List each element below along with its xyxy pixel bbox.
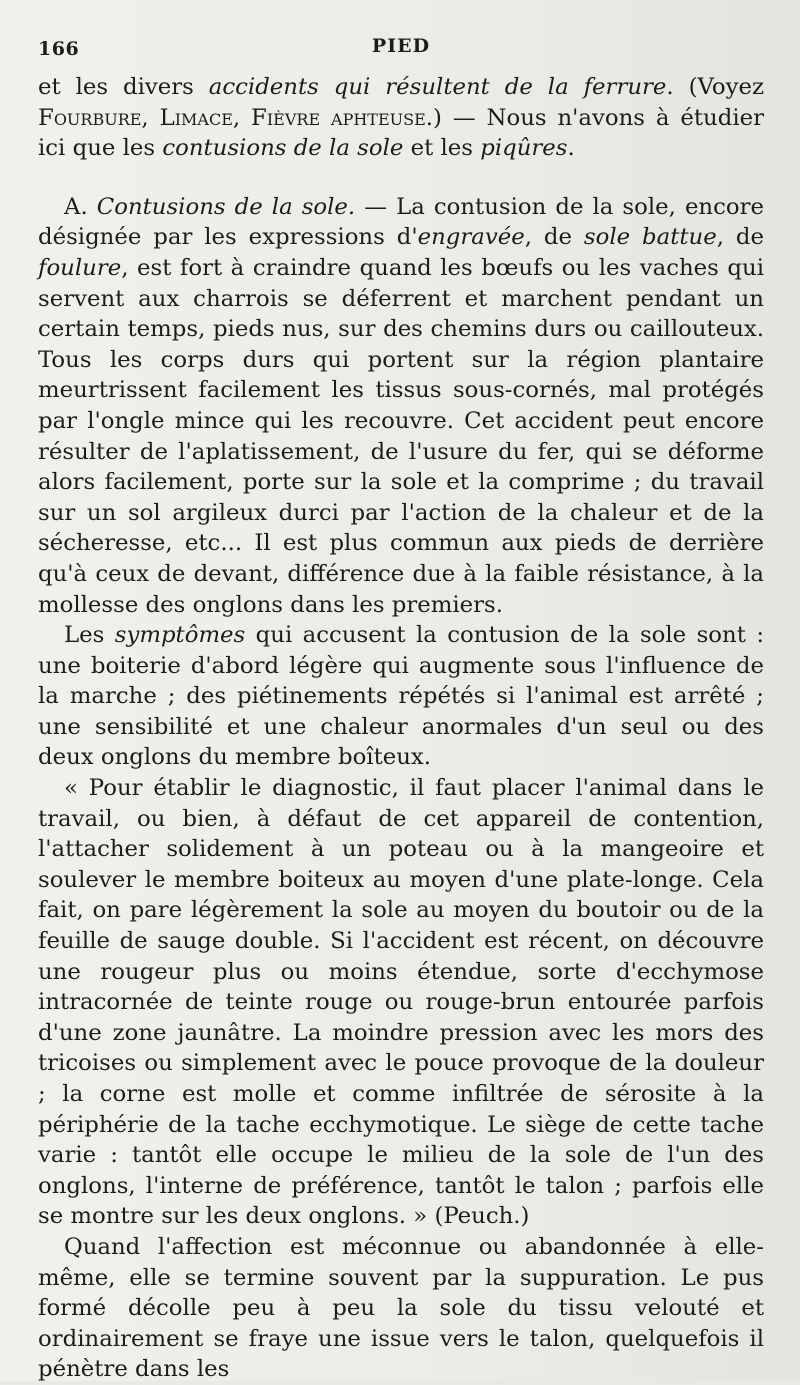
italic-run: sole battue <box>583 224 717 251</box>
cross-reference: Fourbure, Limace, Fièvre aphteuse <box>38 104 426 131</box>
text-run: , de <box>716 224 764 251</box>
paragraph-2 <box>38 192 764 620</box>
italic-run: piqûres <box>480 135 568 162</box>
text-run: qui accusent la contusion de la sole sont : une boiterie d'abord légère qui augmente sous l'influence de la marche ; des piétinements répétés si l'animal est arrêté ; une sensibilité et une chaleur anormales d'un seul ou des deux onglons du membre boîteux. <box>38 622 764 771</box>
text-run: Les <box>64 622 115 649</box>
text-run: et les divers <box>38 74 209 100</box>
italic-run: foulure <box>38 254 122 281</box>
italic-run: engravée <box>417 224 525 251</box>
italic-run: symptômes <box>114 622 246 649</box>
section-label: A. <box>64 193 97 220</box>
page-number: 166 <box>38 38 80 60</box>
running-title: PIED <box>371 35 431 57</box>
text-run: , de <box>524 224 584 251</box>
paragraph-3 <box>38 620 764 773</box>
text-run: . (Voyez <box>666 74 764 100</box>
italic-run: accidents qui résultent de la ferrure <box>208 74 667 100</box>
body-text <box>38 72 764 1385</box>
paragraph-4-quote: « Pour établir le diagnostic, il faut placer l'animal dans le travail, ou bien, à défaut de cet appareil de contention, l'attacher solidement à un poteau ou à la mangeoire et soulever le membre boiteux au moyen d'une plate-longe. Cela fait, on pare légèrement la sole au moyen du boutoir ou de la feuille de sauge double. Si l'accident est récent, on découvre une rougeur plus ou moins étendue, sorte d'ecchymose intracornée de teinte rouge ou rouge-brun entourée parfois d'une zone jaunâtre. La moindre pression avec les mors des tricoises ou simplement avec le pouce provoque de la douleur ; la corne est molle et comme infiltrée de sérosite à la périphérie de la tache ecchymotique. Le siège de cette tache varie : tantôt elle occupe le milieu de la sole de l'un des onglons, l'interne de préférence, tantôt le talon ; parfois elle se montre sur les deux onglons. » (Peuch.) <box>38 775 764 1230</box>
page-header <box>38 32 764 72</box>
text-run: , est fort à craindre quand les bœufs ou les vaches qui servent aux charrois se déferrent et marchent pendant un certain temps, pieds nus, sur des chemins durs ou caillouteux. Tous les corps durs qui portent sur la région plantaire meurtrissent facilement les tissus sous-cornés, mal protégés par l'ongle mince qui les recouvre. Cet accident peut encore résulter de l'aplatissement, de l'usure du fer, qui se déforme alors facilement, porte sur la sole et la comprime ; du travail sur un sol argileux durci par l'action de la chaleur et de la sécheresse, etc... Il est plus commun aux pieds de derrière qu'à ceux de devant, différence due à la faible résistance, à la mollesse des onglons dans les premiers. <box>38 254 764 618</box>
text-run: et les <box>403 135 481 162</box>
text-run: . <box>567 135 575 162</box>
paragraph-1 <box>38 72 764 164</box>
paragraph-5: Quand l'affection est méconnue ou abandonnée à elle-même, elle se termine souvent par la suppuration. Le pus formé décolle peu à peu la sole du tissu velouté et ordinairement se fraye une issue vers le talon, quelquefois il pénètre dans les <box>38 1233 764 1383</box>
text-run: — La contusion de la sole, encore désignée par les expressions d' <box>38 193 764 251</box>
italic-run: contusions de la sole <box>162 135 404 162</box>
section-heading: Contusions de la sole. <box>96 193 356 220</box>
text-run: .) — Nous n'avons à étudier ici que les <box>38 104 764 162</box>
